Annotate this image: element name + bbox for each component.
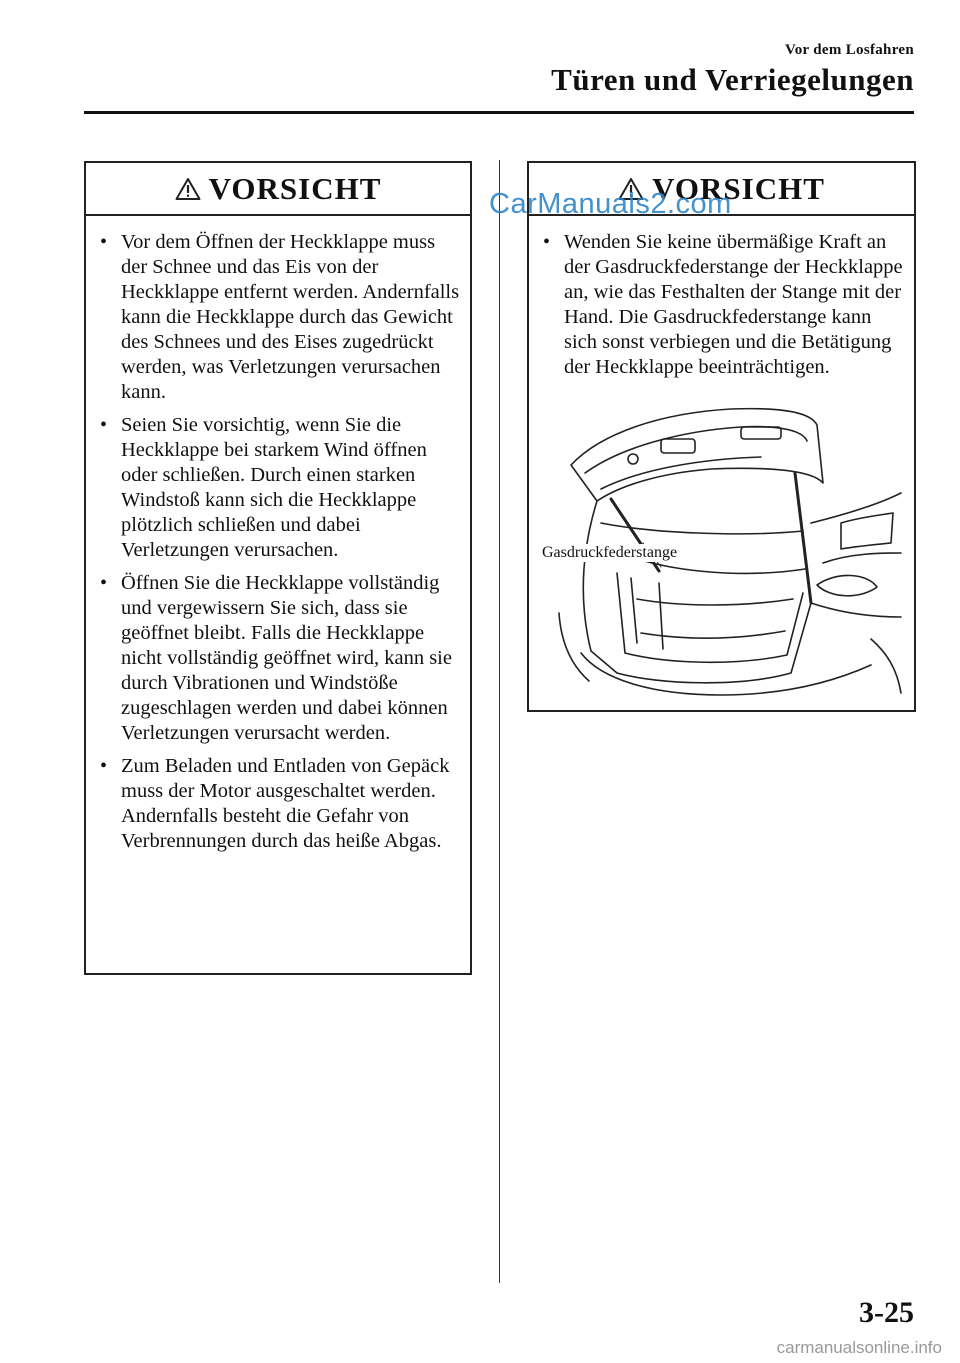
caution-item-text: Wenden Sie keine übermäßige Kraft an der Gasdruckfederstange der Heckklappe an, wie das Festhalten der Stange mit der Hand. Die Gasdruckfederstange kann sich sonst verbiegen und die Betätigung der Heckklappe beeinträchtigen. — [564, 231, 903, 378]
caution-box-right — [527, 161, 916, 712]
bullet-icon: • — [100, 755, 108, 777]
caution-title: VORSICHT — [652, 170, 825, 206]
caution-item — [98, 571, 460, 746]
page-number: 3-25 — [859, 1296, 914, 1329]
caution-item-text: Zum Beladen und Entladen von Gepäck muss der Motor ausgeschaltet werden. Andernfalls besteht die Gefahr von Verbrennungen durch das heiße Abgas. — [121, 755, 450, 852]
caution-box-left — [84, 161, 472, 975]
caution-item-text: Vor dem Öffnen der Heckklappe muss der Schnee und das Eis von der Heckklappe entfernt werden. Andernfalls kann die Heckklappe durch das Gewicht des Schnees und des Eises zugedrückt werden, was Verletzungen verursachen kann. — [121, 231, 460, 403]
caution-header — [86, 163, 470, 216]
caution-item-text: Seien Sie vorsichtig, wenn Sie die Heckklappe bei starkem Wind öffnen oder schließen. Durch einen starken Windstoß kann sich die Heckklappe plötzlich schließen und dabei Verletzungen verursachen. — [121, 414, 427, 561]
bullet-icon: • — [100, 231, 108, 253]
watermark: CarManuals2.com — [489, 188, 732, 220]
header-rule — [84, 111, 914, 114]
column-divider — [499, 160, 500, 1283]
bullet-icon: • — [543, 231, 551, 253]
warning-icon — [175, 177, 201, 201]
page-title: Türen und Verriegelungen — [551, 62, 914, 97]
caution-title: VORSICHT — [208, 170, 382, 206]
caution-item-text: Öffnen Sie die Heckklappe vollständig und vergewissern Sie sich, dass sie geöffnet bleibt. Falls die Heckklappe nicht vollständig geöffnet wird, kann sie durch Vibrationen und Windstöße zugeschlagen werden und dabei können Verletzungen verursacht werden. — [121, 572, 452, 744]
caution-item — [98, 754, 460, 854]
caution-item — [98, 413, 460, 563]
caution-list — [86, 216, 470, 854]
caution-item — [541, 230, 904, 380]
footer-watermark: carmanualsonline.info — [776, 1338, 942, 1357]
bullet-icon: • — [100, 572, 108, 594]
caution-item — [98, 230, 460, 405]
bullet-icon: • — [100, 414, 108, 436]
header-section: Vor dem Losfahren — [784, 42, 914, 58]
caution-list — [529, 216, 914, 380]
gas-strut-label: Gasdruckfederstange — [542, 544, 678, 561]
